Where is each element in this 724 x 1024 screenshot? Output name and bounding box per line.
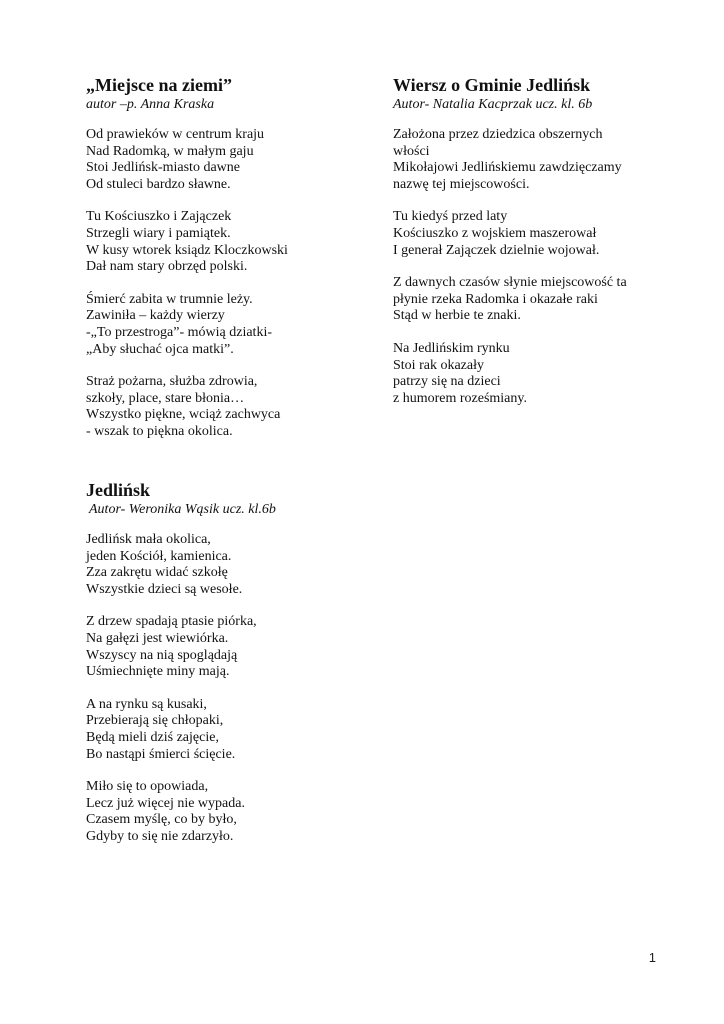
poem-line: szkoły, place, stare błonia… xyxy=(86,390,245,406)
poem-line: Mikołajowi Jedlińskiemu zawdzięczamy xyxy=(393,160,622,176)
poem-line: „Aby słuchać ojca matki”. xyxy=(86,341,234,357)
poem-wiersz-o-gminie-jedlinsk xyxy=(393,74,673,423)
poem-author: Autor- Weronika Wąsik ucz. kl.6b xyxy=(89,502,276,517)
poem-line: Lecz już więcej nie wypada. xyxy=(86,795,245,811)
poem-line: Z dawnych czasów słynie miejscowość ta xyxy=(393,275,627,291)
stanza xyxy=(86,614,386,680)
poem-stanzas xyxy=(86,532,386,846)
poem-line: Miło się to opowiada, xyxy=(86,779,209,795)
poem-miejsce-na-ziemi xyxy=(86,74,386,457)
poem-line: Przebierają się chłopaki, xyxy=(86,713,224,729)
poem-line: Od stuleci bardzo sławne. xyxy=(86,176,231,192)
poem-line: Wszystkie dzieci są wesołe. xyxy=(86,581,243,597)
stanza xyxy=(86,697,386,763)
poem-line: - wszak to piękna okolica. xyxy=(86,423,233,439)
poem-line: nazwę tej miejscowości. xyxy=(393,176,530,192)
stanza xyxy=(393,209,673,259)
poem-line: Gdyby to się nie zdarzyło. xyxy=(86,828,234,844)
poem-line: Tu kiedyś przed laty xyxy=(393,209,508,225)
poem-line: A na rynku są kusaki, xyxy=(86,696,207,712)
poem-line: Na gałęzi jest wiewiórka. xyxy=(86,630,229,646)
stanza xyxy=(86,209,386,275)
poem-line: płynie rzeka Radomka i okazałe raki xyxy=(393,291,598,307)
poem-stanzas xyxy=(393,127,673,407)
poem-title: Wiersz o Gminie Jedlińsk xyxy=(393,75,591,95)
poem-line: Stąd w herbie te znaki. xyxy=(393,308,521,324)
poem-line: Czasem myślę, co by było, xyxy=(86,812,237,828)
poem-line: Śmierć zabita w trumnie leży. xyxy=(86,291,253,307)
stanza xyxy=(86,374,386,440)
stanza xyxy=(86,532,386,598)
poem-line: Bo nastąpi śmierci ścięcie. xyxy=(86,746,236,762)
poem-line: Stoi Jedlińsk-miasto dawne xyxy=(86,160,240,176)
stanza xyxy=(86,292,386,358)
poem-line: Tu Kościuszko i Zajączek xyxy=(86,209,232,225)
poem-line: Wszystko piękne, wciąż zachwyca xyxy=(86,407,281,423)
poem-line: Strzegli wiary i pamiątek. xyxy=(86,225,231,241)
poem-line: Nad Radomką, w małym gaju xyxy=(86,143,254,159)
page-number: 1 xyxy=(648,950,656,965)
poem-line: z humorem roześmiany. xyxy=(393,390,527,406)
poem-line: Kościuszko z wojskiem maszerował xyxy=(393,225,597,241)
poem-line: W kusy wtorek ksiądz Kloczkowski xyxy=(86,242,288,258)
poem-line: -„To przestroga”- mówią dziatki- xyxy=(86,324,272,340)
poem-title: Jedlińsk xyxy=(86,480,151,500)
poem-author: autor –p. Anna Kraska xyxy=(86,97,215,112)
poem-line: Z drzew spadają ptasie piórka, xyxy=(86,614,257,630)
stanza xyxy=(393,127,673,193)
poem-jedlinsk xyxy=(86,479,386,862)
poem-stanzas xyxy=(86,127,386,441)
stanza xyxy=(86,779,386,845)
stanza xyxy=(393,275,673,325)
poem-line: patrzy się na dzieci xyxy=(393,374,501,390)
poem-line: Na Jedlińskim rynku xyxy=(393,340,510,356)
poem-line: Wszyscy na nią spoglądają xyxy=(86,647,238,663)
stanza xyxy=(393,341,673,407)
poem-line: Zawiniła – każdy wierzy xyxy=(86,308,225,324)
poem-line: Straż pożarna, służba zdrowia, xyxy=(86,374,258,390)
poem-line: Zza zakrętu widać szkołę xyxy=(86,565,228,581)
poem-title: „Miejsce na ziemi” xyxy=(86,75,232,95)
poem-line: Uśmiechnięte miny mają. xyxy=(86,664,230,680)
poem-line: Dał nam stary obrzęd polski. xyxy=(86,259,248,275)
poem-line: Będą mieli dziś zajęcie, xyxy=(86,729,219,745)
poem-line: Stoi rak okazały xyxy=(393,357,484,373)
poem-line: Jedlińsk mała okolica, xyxy=(86,532,211,547)
poem-line: Od prawieków w centrum kraju xyxy=(86,127,265,142)
poem-line: jeden Kościół, kamienica. xyxy=(86,548,232,564)
stanza xyxy=(86,127,386,193)
poem-line: włości xyxy=(393,143,430,159)
poem-line: Założona przez dziedzica obszernych xyxy=(393,127,603,142)
poem-line: I generał Zajączek dzielnie wojował. xyxy=(393,242,600,258)
poem-author: Autor- Natalia Kacprzak ucz. kl. 6b xyxy=(393,97,593,112)
